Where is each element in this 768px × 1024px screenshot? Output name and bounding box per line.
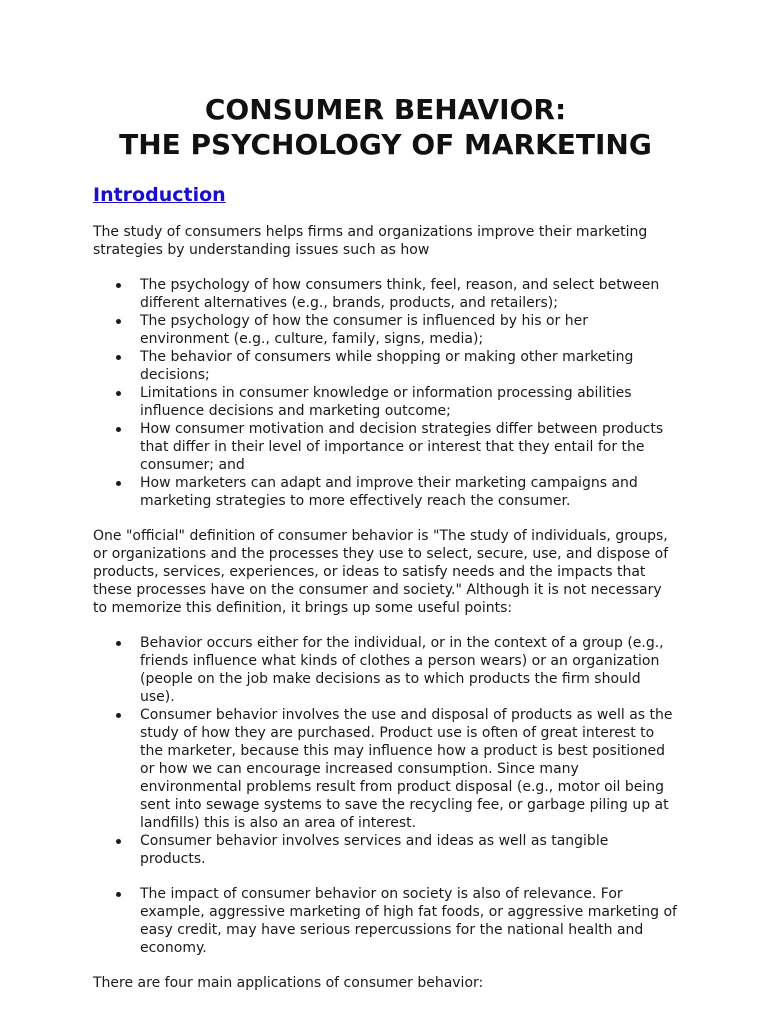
intro-paragraph: The study of consumers helps firms and organizations improve their marketing strategies by understanding issues such as how <box>93 224 648 258</box>
list-item-text: Behavior occurs either for the individual, or in the context of a group (e.g., friends influence what kinds of clothes a person wears) or an organization (people on the job make decisions as to which products the firm should use). <box>140 635 664 705</box>
bullet-icon <box>116 283 121 288</box>
title-line-2: THE PSYCHOLOGY OF MARKETING <box>119 128 652 161</box>
list-item-text: How consumer motivation and decision strategies differ between products that differ in their level of importance or interest that they entail for the consumer; and <box>140 421 664 473</box>
intro-bullet-list <box>93 276 678 510</box>
definition-paragraph: One "official" definition of consumer behavior is "The study of individuals, groups, or organizations and the processes they use to select, secure, use, and dispose of products, services, experiences, or ideas to satisfy needs and the impacts that these processes have on the consumer and society." Although it is not necessary to memorize this definition, it brings up some useful points: <box>93 528 669 616</box>
bullet-icon <box>116 481 121 486</box>
section-heading <box>93 182 678 208</box>
list-item <box>140 276 678 312</box>
bullet-icon <box>116 839 121 844</box>
list-item-text: How marketers can adapt and improve their marketing campaigns and marketing strategies to more effectively reach the consumer. <box>140 475 638 509</box>
bullet-icon <box>116 391 121 396</box>
list-item <box>140 706 678 832</box>
page-title <box>93 0 678 162</box>
bullet-icon <box>116 319 121 324</box>
list-item-text: The psychology of how the consumer is influenced by his or her environment (e.g., culture, family, signs, media); <box>140 313 588 347</box>
bullet-icon <box>116 355 121 360</box>
list-item <box>140 634 678 706</box>
list-item <box>140 885 678 957</box>
applications-intro-paragraph: There are four main applications of consumer behavior: <box>93 975 484 991</box>
list-item <box>140 312 678 348</box>
points-bullet-list <box>93 634 678 957</box>
list-item <box>140 348 678 384</box>
list-item-text: Limitations in consumer knowledge or information processing abilities influence decisions and marketing outcome; <box>140 385 632 419</box>
list-item <box>140 474 678 510</box>
introduction-link[interactable]: Introduction <box>93 184 226 206</box>
list-item-text: Consumer behavior involves services and ideas as well as tangible products. <box>140 833 609 867</box>
bullet-icon <box>116 713 121 718</box>
list-item <box>140 832 678 868</box>
list-item <box>140 420 678 474</box>
bullet-icon <box>116 892 121 897</box>
bullet-icon <box>116 427 121 432</box>
list-item-text: The impact of consumer behavior on society is also of relevance. For example, aggressive marketing of high fat foods, or aggressive marketing of easy credit, may have serious repercussions for the national health and economy. <box>140 886 677 956</box>
title-line-1: CONSUMER BEHAVIOR: <box>204 93 567 126</box>
bullet-icon <box>116 641 121 646</box>
list-item-text: The psychology of how consumers think, feel, reason, and select between different alternatives (e.g., brands, products, and retailers); <box>140 277 660 311</box>
list-item-text: The behavior of consumers while shopping or making other marketing decisions; <box>140 349 634 383</box>
list-item <box>140 384 678 420</box>
list-item-text: Consumer behavior involves the use and disposal of products as well as the study of how they are purchased. Product use is often of great interest to the marketer, because this may influence how a product is best positioned or how we can encourage increased consumption. Since many environmental problems result from product disposal (e.g., motor oil being sent into sewage systems to save the recycling fee, or garbage piling up at landfills) this is also an area of interest. <box>140 707 673 831</box>
